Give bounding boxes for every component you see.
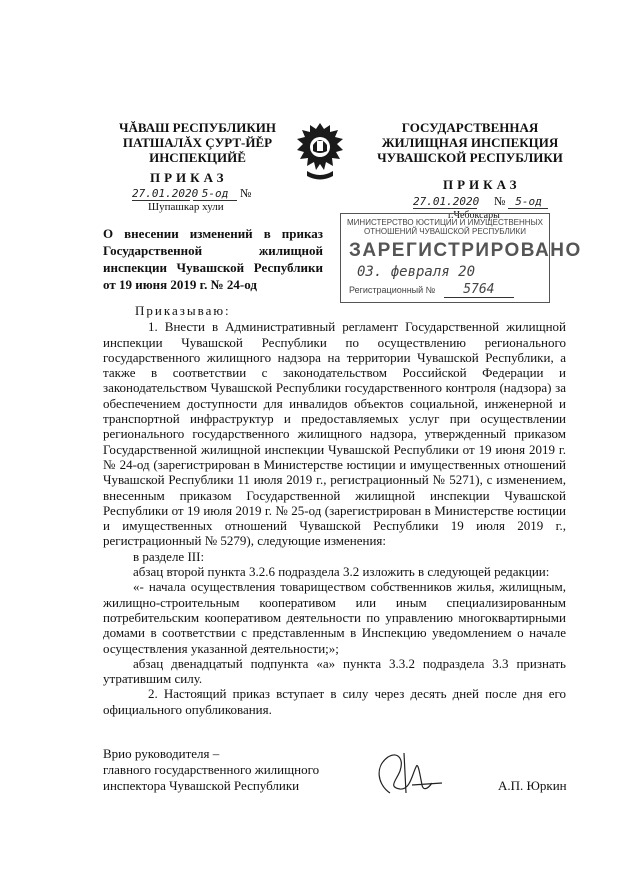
- stamp-ministry: МИНИСТЕРСТВО ЮСТИЦИИ И ИМУЩЕСТВЕННЫХ ОТНОШЕНИЙ ЧУВАШСКОЙ РЕСПУБЛИКИ: [347, 218, 543, 236]
- right-city: г.Чебоксары: [448, 210, 500, 221]
- left-number: 5-од: [193, 187, 237, 201]
- left-date-line: [132, 186, 272, 201]
- prikazyvayu: Приказываю:: [135, 303, 231, 318]
- left-order-title: ПРИКАЗ: [150, 170, 228, 185]
- left-org-line: ИНСПЕКЦИЙĚ: [149, 150, 246, 165]
- position-line: Врио руководителя –: [103, 746, 220, 761]
- handwritten-signature: [360, 745, 450, 803]
- stamp-reg-line: [349, 282, 549, 298]
- stamp-reg-number: 5764: [444, 282, 514, 298]
- right-order-title: ПРИКАЗ: [443, 177, 521, 192]
- stamp-date: 03. февраля 20: [357, 264, 476, 280]
- registration-stamp: [340, 213, 582, 303]
- left-org-name: [100, 120, 295, 165]
- position-line: инспектора Чувашской Республики: [103, 778, 300, 793]
- right-org-line: ЧУВАШСКОЙ РЕСПУБЛИКИ: [377, 150, 563, 165]
- signatory-name: А.П. Юркин: [498, 778, 567, 793]
- right-org-line: ГОСУДАРСТВЕННАЯ: [401, 120, 539, 135]
- document-subject: О внесении изменений в приказ Государственной жилищной инспекции Чувашской Республики от 19 июня 2019 г. № 24-од: [103, 226, 323, 292]
- left-city: Шупашкар хули: [148, 201, 224, 213]
- right-date: 27.01.2020: [413, 195, 480, 208]
- quoted-text: «- начала осуществления товариществом собственников жилья, жилищным, жилищно-строительным кооперативом или иным специализированным потребительским кооперативом деятельности по управлению многоквартирными домами в соответствии с представленным в Инспекцию уведомлением о начале осуществления указанной деятельности;»;: [103, 579, 566, 656]
- stamp-reg-label: Регистрационный №: [349, 285, 436, 295]
- right-number: 5-од: [508, 195, 548, 209]
- right-date-line: [413, 194, 563, 209]
- paragraph-amend-b: абзац двенадцатый подпункта «а» пункта 3.3.2 подраздела 3.3 признать утратившим силу.: [103, 655, 566, 687]
- paragraph-amend-a: абзац второй пункта 3.2.6 подраздела 3.2 изложить в следующей редакции:: [133, 564, 550, 580]
- section-line: в разделе III:: [133, 548, 205, 564]
- signatory-position: [103, 746, 363, 794]
- right-org-line: ЖИЛИЩНАЯ ИНСПЕКЦИЯ: [381, 135, 559, 150]
- paragraph-1: 1. Внести в Административный регламент Государственной жилищной инспекции Чувашской Республики по осуществлению регионального государственного жилищного надзора на территории Чувашской Республики, а также в соответствии с законодательством Российской Федерации и законодательством Чувашской Республики государственного контроля (надзора) за обеспечением доступности для инвалидов объектов социальной, инженерной и транспортной инфраструктур и предоставляемых услуг при осуществлении регионального государственного жилищного надзора, утвержденный приказом Государственной жилищной инспекции Чувашской Республики от 19 июня 2019 г. № 24-од (зарегистрирован в Министерстве юстиции и имущественных отношений Чувашской Республики 11 июля 2019 г., регистрационный № 5271), с изменением, внесенным приказом Государственной жилищной инспекции Чувашской Республики от 19 июля 2019 г. № 25-од (зарегистрирован в Министерстве юстиции и имущественных отношений Чувашской Республики 19 июля 2019 г., регистрационный № 5279), следующие изменения:: [103, 319, 566, 549]
- stamp-registered: ЗАРЕГИСТРИРОВАНО: [349, 240, 582, 261]
- left-number-sign: №: [240, 186, 252, 200]
- document-body: [103, 303, 566, 717]
- coat-of-arms-icon: [293, 121, 347, 183]
- right-org-name: [370, 120, 570, 165]
- left-date: 27.01.2020: [132, 187, 199, 200]
- paragraph-2: 2. Настоящий приказ вступает в силу через десять дней после дня его официального опубликования.: [103, 686, 566, 717]
- left-org-line: ЧĂВАШ РЕСПУБЛИКИН: [118, 120, 277, 135]
- position-line: главного государственного жилищного: [103, 762, 320, 777]
- right-number-sign: №: [494, 194, 506, 208]
- left-org-line: ПАТШАЛĂХ ÇУРТ-ЙĚР: [122, 135, 273, 150]
